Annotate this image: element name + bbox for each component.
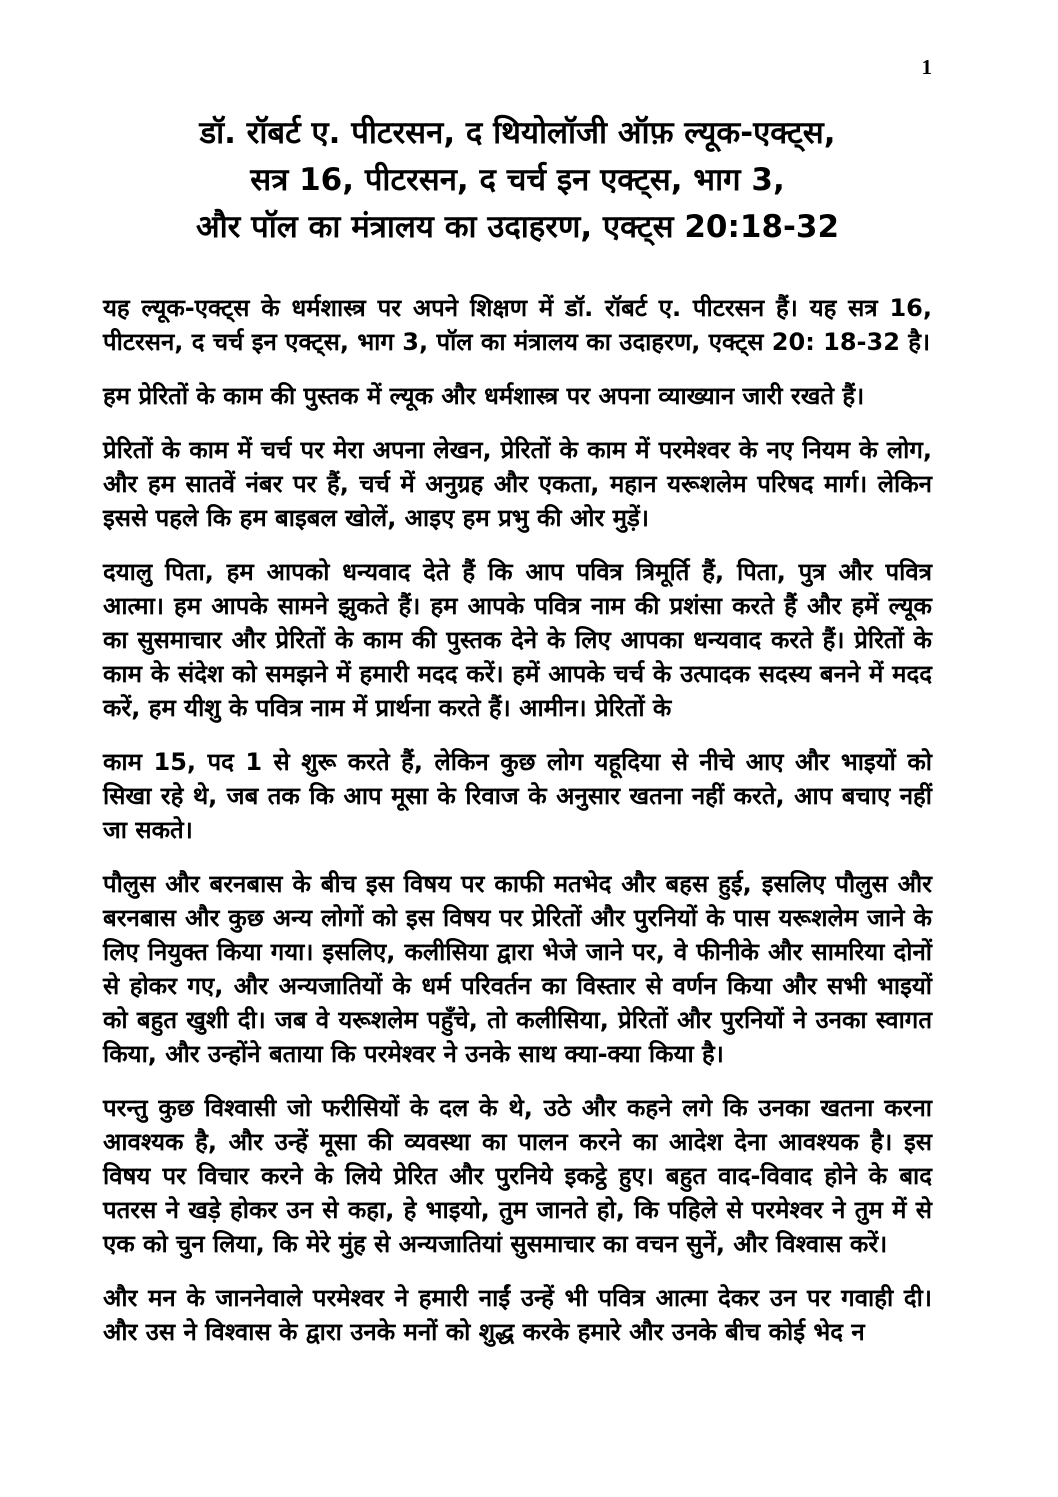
paragraph-acts15-v1: काम 15, पद 1 से शुरू करते हैं, लेकिन कुछ लोग यहूदिया से नीचे आए और भाइयों को सिखा रहे थे, जब तक कि आप मूसा के रिवाज के अनुसार खतना नहीं करते, आप बचाए नहीं जा सकते। — [103, 748, 932, 845]
title-line-1: डॉ. रॉबर्ट ए. पीटरसन, द थियोलॉजी ऑफ़ ल्यूक-एक्ट्स, — [199, 115, 836, 152]
paragraph-pharisee-believers: परन्तु कुछ विश्वासी जो फरीसियों के दल के थे, उठे और कहने लगे कि उनका खतना करना आवश्यक है, और उन्हें मूसा की व्यवस्था का पालन करने का आदेश देना आवश्यक है। इस विषय पर विचार करने के लिये प्रेरित और पुरनिये इकट्ठे हुए। बहुत वाद-विवाद होने के बाद पतरस ने खड़े होकर उन से कहा, हे भाइयो, तुम जानते हो, कि पहिले से परमेश्वर ने तुम में से एक को चुन लिया, कि मेरे मुंह से अन्यजातियां सुसमाचार का वचन सुनें, और विश्वास करें। — [103, 1094, 932, 1259]
title-line-3: और पॉल का मंत्रालय का उदाहरण, एक्ट्स 20:18-32 — [195, 209, 840, 246]
paragraph-paul-barnabas: पौलुस और बरनबास के बीच इस विषय पर काफी मतभेद और बहस हुई, इसलिए पौलुस और बरनबास और कुछ अन्य लोगों को इस विषय पर प्रेरितों और पुरनियों के पास यरूशलेम जाने के लिए नियुक्त किया गया। इसलिए, कलीसिया द्वारा भेजे जाने पर, वे फीनीके और सामरिया दोनों से होकर गए, और अन्यजातियों के धर्म परिवर्तन का विस्तार से वर्णन किया और सभी भाइयों को बहुत खुशी दी। जब वे यरूशलेम पहुँचे, तो कलीसिया, प्रेरितों और पुरनियों ने उनका स्वागत किया, और उन्होंने बताया कि परमेश्वर ने उनके साथ क्या-क्या किया है। — [103, 870, 932, 1069]
paragraph-writing-overview: प्रेरितों के काम में चर्च पर मेरा अपना लेखन, प्रेरितों के काम में परमेश्वर के नए नियम के लोग, और हम सातवें नंबर पर हैं, चर्च में अनुग्रह और एकता, महान यरूशलेम परिषद मार्ग। लेकिन इससे पहले कि हम बाइबल खोलें, आइए हम प्रभु की ओर मुड़ें। — [103, 436, 932, 533]
document-title — [103, 110, 932, 251]
title-line-2: सत्र 16, पीटरसन, द चर्च इन एक्ट्स, भाग 3, — [250, 162, 785, 199]
paragraph-lecture-continue: हम प्रेरितों के काम की पुस्तक में ल्यूक और धर्मशास्त्र पर अपना व्याख्यान जारी रखते हैं। — [103, 382, 865, 411]
paragraph-god-testimony: और मन के जाननेवाले परमेश्वर ने हमारी नाईं उन्हें भी पवित्र आत्मा देकर उन पर गवाही दी। और उस ने विश्वास के द्वारा उनके मनों को शुद्ध करके हमारे और उनके बीच कोई भेद न — [103, 1284, 932, 1347]
paragraph-intro-session: यह ल्यूक-एक्ट्स के धर्मशास्त्र पर अपने शिक्षण में डॉ. रॉबर्ट ए. पीटरसन हैं। यह सत्र 16, पीटरसन, द चर्च इन एक्ट्स, भाग 3, पॉल का मंत्रालय का उदाहरण, एक्ट्स 20: 18-32 है। — [103, 294, 932, 357]
document-body — [103, 291, 932, 1349]
page-number: 1 — [921, 55, 932, 79]
paragraph-prayer: दयालु पिता, हम आपको धन्यवाद देते हैं कि आप पवित्र त्रिमूर्ति हैं, पिता, पुत्र और पवित्र आत्मा। हम आपके सामने झुकते हैं। हम आपके पवित्र नाम की प्रशंसा करते हैं और हमें ल्यूक का सुसमाचार और प्रेरितों के काम की पुस्तक देने के लिए आपका धन्यवाद करते हैं। प्रेरितों के काम के संदेश को समझने में हमारी मदद करें। हमें आपके चर्च के उत्पादक सदस्य बनने में मदद करें, हम यीशु के पवित्र नाम में प्रार्थना करते हैं। आमीन। प्रेरितों के — [103, 558, 932, 723]
